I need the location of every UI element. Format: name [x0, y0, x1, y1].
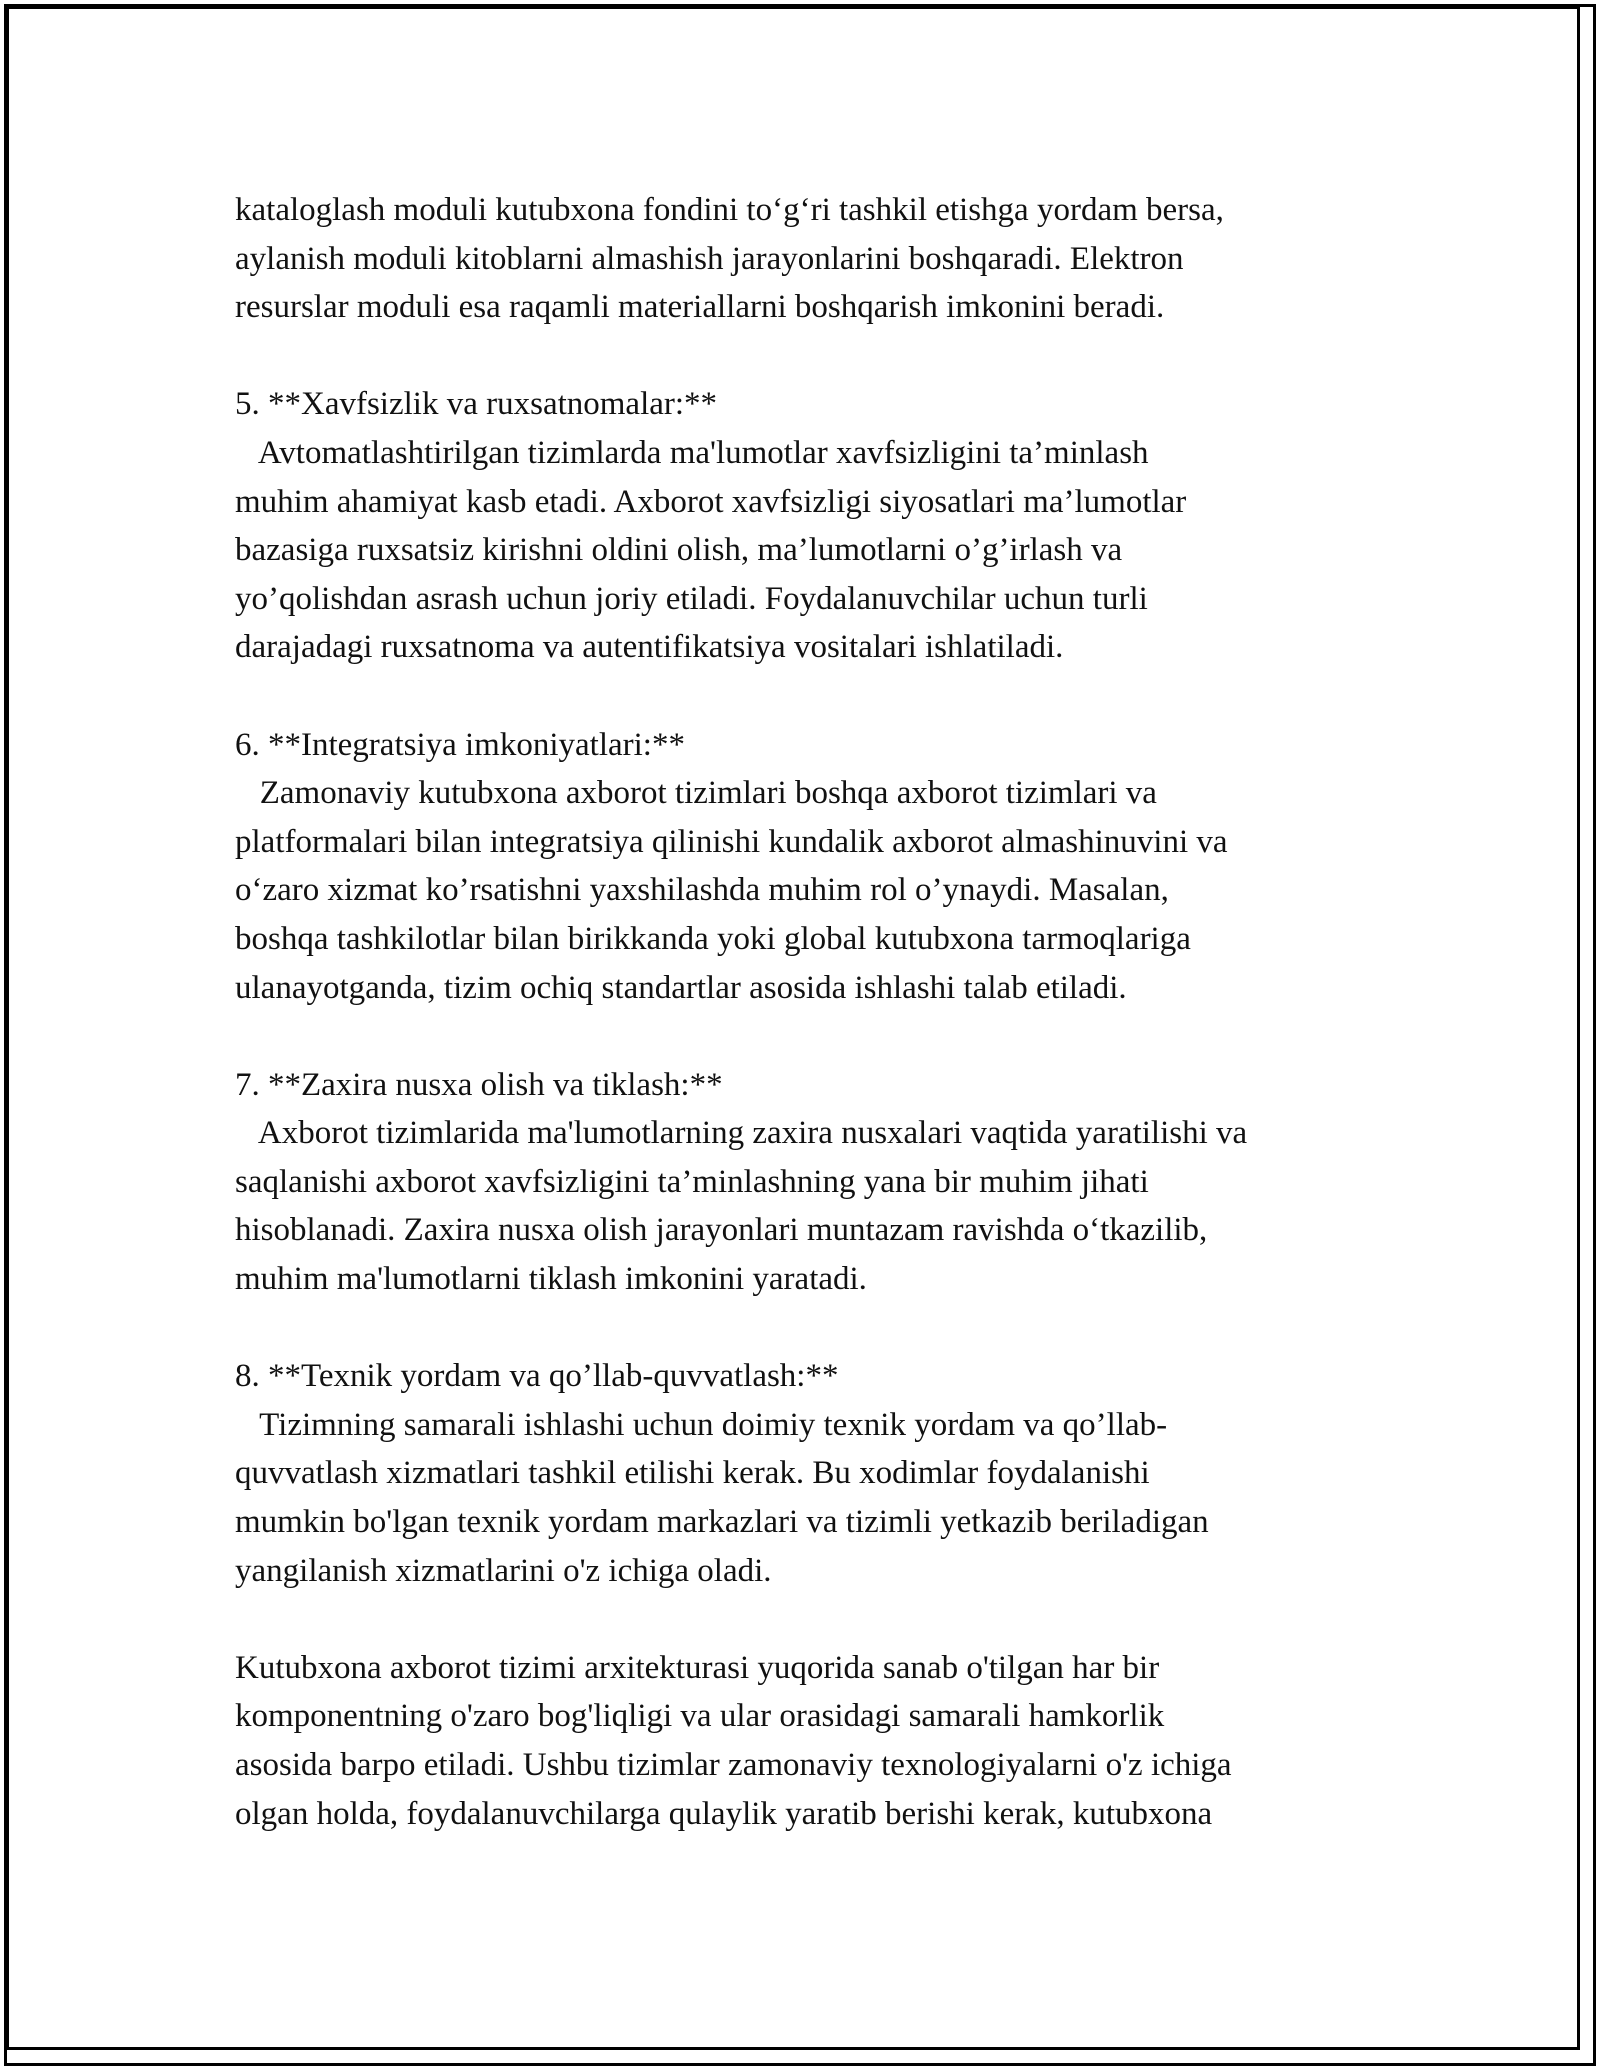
text-line: 8. **Texnik yordam va qo’llab-quvvatlash:**	[235, 1358, 839, 1395]
text-line: o‘zaro xizmat ko’rsatishni yaxshilashda muhim rol o’ynaydi. Masalan,	[235, 872, 1169, 909]
paragraph-gap	[235, 332, 1395, 381]
text-line: bazasiga ruxsatsiz kirishni oldini olish, ma’lumotlarni o’g’irlash va	[235, 532, 1123, 569]
text-line: mumkin bo'lgan texnik yordam markazlari va tizimli yetkazib beriladigan	[235, 1504, 1209, 1541]
text-line: Avtomatlashtirilgan tizimlarda ma'lumotlar xavfsizligini ta’minlash	[235, 434, 1149, 471]
paragraph-gap	[235, 672, 1395, 721]
text-line: muhim ahamiyat kasb etadi. Axborot xavfsizligi siyosatlari ma’lumotlar	[235, 483, 1187, 520]
text-line: muhim ma'lumotlarni tiklash imkonini yaratadi.	[235, 1261, 867, 1298]
paragraph	[235, 380, 1395, 672]
text-line: aylanish moduli kitoblarni almashish jarayonlarini boshqaradi. Elektron	[235, 240, 1184, 277]
paragraph-gap	[235, 1012, 1395, 1061]
text-line: Zamonaviy kutubxona axborot tizimlari boshqa axborot tizimlari va	[235, 775, 1157, 812]
paragraph	[235, 721, 1395, 1013]
text-line: boshqa tashkilotlar bilan birikkanda yoki global kutubxona tarmoqlariga	[235, 920, 1191, 957]
text-line: Axborot tizimlarida ma'lumotlarning zaxira nusxalari vaqtida yaratilishi va	[235, 1115, 1248, 1152]
paragraph-gap	[235, 1304, 1395, 1353]
text-line: platformalari bilan integratsiya qilinishi kundalik axborot almashinuvini va	[235, 823, 1228, 860]
text-line: olgan holda, foydalanuvchilarga qulaylik yaratib berishi kerak, kutubxona	[235, 1795, 1213, 1832]
text-line: saqlanishi axborot xavfsizligini ta’minlashning yana bir muhim jihati	[235, 1163, 1149, 1200]
text-line: Tizimning samarali ishlashi uchun doimiy texnik yordam va qo’llab-	[235, 1406, 1168, 1443]
text-line: 7. **Zaxira nusxa olish va tiklash:**	[235, 1066, 723, 1103]
text-line: hisoblanadi. Zaxira nusxa olish jarayonlari muntazam ravishda o‘tkazilib,	[235, 1212, 1208, 1249]
document-body	[235, 186, 1395, 1838]
paragraph	[235, 1352, 1395, 1595]
paragraph	[235, 1644, 1395, 1838]
text-line: komponentning o'zaro bog'liqligi va ular orasidagi samarali hamkorlik	[235, 1698, 1165, 1735]
text-line: quvvatlash xizmatlari tashkil etilishi kerak. Bu xodimlar foydalanishi	[235, 1455, 1150, 1492]
text-line: ulanayotganda, tizim ochiq standartlar asosida ishlashi talab etiladi.	[235, 969, 1127, 1006]
paragraph	[235, 186, 1395, 332]
text-line: darajadagi ruxsatnoma va autentifikatsiya vositalari ishlatiladi.	[235, 629, 1064, 666]
text-line: resurslar moduli esa raqamli materiallarni boshqarish imkonini beradi.	[235, 289, 1165, 326]
text-line: yangilanish xizmatlarini o'z ichiga oladi.	[235, 1552, 772, 1589]
paragraph	[235, 1061, 1395, 1304]
text-line: Kutubxona axborot tizimi arxitekturasi yuqorida sanab o'tilgan har bir	[235, 1649, 1160, 1686]
text-line: 5. **Xavfsizlik va ruxsatnomalar:**	[235, 386, 718, 423]
text-line: asosida barpo etiladi. Ushbu tizimlar zamonaviy texnologiyalarni o'z ichiga	[235, 1747, 1232, 1783]
text-line: 6. **Integratsiya imkoniyatlari:**	[235, 726, 685, 763]
text-line: yo’qolishdan asrash uchun joriy etiladi. Foydalanuvchilar uchun turli	[235, 580, 1148, 617]
text-line: kataloglash moduli kutubxona fondini to‘g‘ri tashkil etishga yordam bersa,	[235, 192, 1224, 228]
paragraph-gap	[235, 1595, 1395, 1644]
